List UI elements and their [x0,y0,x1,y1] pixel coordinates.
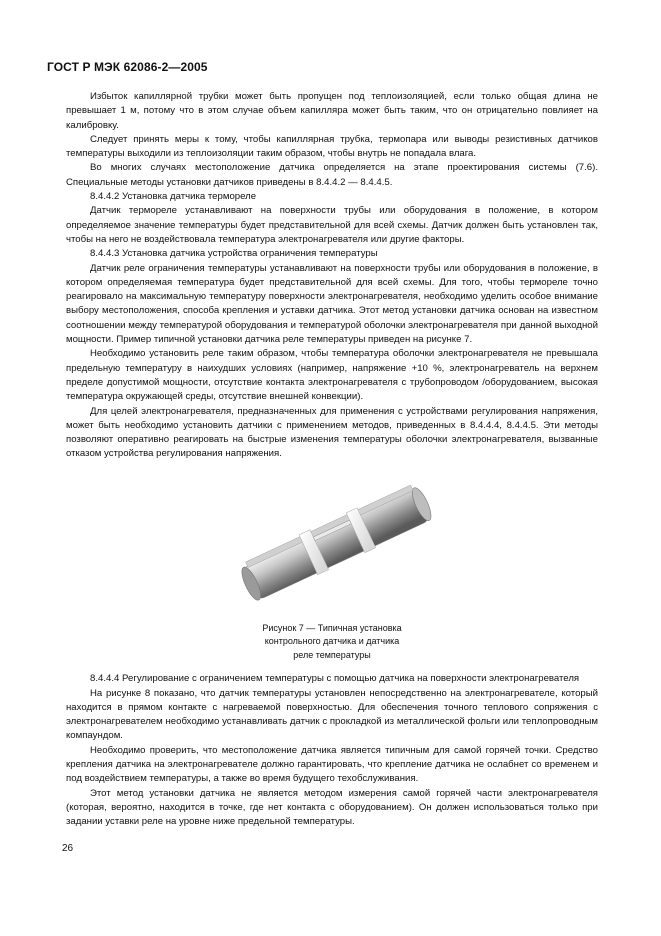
pipe-with-sensor-illustration [236,478,436,608]
standard-header: ГОСТ Р МЭК 62086-2—2005 [47,60,208,74]
paragraph: Во многих случаях местоположение датчика определяется на этапе проектирования системы (7.6). Специальные методы установки датчиков приведены в 8.4.4.2 — 8.4.4.5. [66,162,598,188]
caption-line: Рисунок 7 — Типичная установка [262,622,402,633]
paragraph: Необходимо проверить, что местоположение датчика является типичным для самой горячей точки. Средство крепления датчика на электронагревателе должно гарантировать, что крепление датчика не ослабнет со временем и под воздействием температуры, а также во время будущего техобслуживания. [66,744,598,785]
paragraph: Этот метод установки датчика не является методом измерения самой горячей части электронагревателя (которая, вероятно, находится в точке, где нет контакта с оборудованием). Он должен использоваться только при задании уставки реле на уровне ниже предельной температуры. [66,787,598,828]
paragraph: На рисунке 8 показано, что датчик температуры установлен непосредственно на электронагревателе, который находится в прямом контакте с нагреваемой поверхностью. Для обеспечения точного теплового сопряжения с электронагревателем необходимо устанавливать датчик с прокладкой из металлической фольги или теплопроводным компаундом. [66,687,598,742]
paragraph: Датчик термореле устанавливают на поверхности трубы или оборудования в положение, в котором определяемое значение температуры будет представительной для всей схемы. Датчик должен быть установлен так, чтобы на него не воздействовала температура электронагревателя или другие факторы. [66,205,598,245]
paragraph: Необходимо установить реле таким образом, чтобы температура оболочки электронагревателя не превышала предельную температуру в наихудших условиях (например, напряжение +10 %, электронагреватель на верхнем пределе допустимой мощности, отсутствие контакта электронагревателя с трубопроводом /оборудованием, высокая температура окружающей среды, отсутствие внешней конвекции). [66,348,598,403]
section-heading-8-4-4-2: 8.4.4.2 Установка датчика термореле [90,191,257,203]
paragraph: Для целей электронагревателя, предназначенных для применения с устройствами регулирования напряжения, может быть необходимо установить датчики с применением методов, приведенных в 8.4.4.4, 8.4.4.5. Эти методы позволяют оперативно реагировать на быстрые изменения температуры оболочки электронагревателя, вызванные отказом устройства регулирования напряжения. [66,405,598,460]
section-heading-8-4-4-3: 8.4.4.3 Установка датчика устройства ограничения температуры [90,248,378,260]
section-heading-8-4-4-4: 8.4.4.4 Регулирование с ограничением температуры с помощью датчика на поверхности электронагревателя [90,673,580,685]
paragraph: Следует принять меры к тому, чтобы капиллярная трубка, термопара или выводы резистивных датчиков температуры выходили из теплоизоляции таким образом, чтобы внутрь не попадала влага. [66,133,598,160]
figure-7 [66,468,598,618]
paragraph: Датчик реле ограничения температуры устанавливают на поверхности трубы или оборудования в положение, в котором определяемая температура будет представительной для всей схемы. Для того, чтобы термореле точно реагировало на максимальную температуру поверхности электронагревателя, необходимо уделить особое внимание выбору местоположения, способа крепления и уставки датчика. Этот метод установки датчика основан на известном соотношении между температурой оборудования и температурой оболочки электронагревателя при данной выходной мощности. Пример типичной установки датчика реле температуры приведен на рисунке 7. [66,262,598,346]
caption-line: контрольного датчика и датчика [264,636,400,647]
figure-7-caption [66,622,598,663]
page-number: 26 [62,843,74,854]
body-text [66,90,598,829]
paragraph: Избыток капиллярной трубки может быть пропущен под теплоизоляцией, если только общая длина не превышает 1 м, потому что в этом случае объем капилляра может быть таким, что он отрицательно повлияет на калибровку. [66,91,598,131]
caption-line: реле температуры [293,649,371,660]
